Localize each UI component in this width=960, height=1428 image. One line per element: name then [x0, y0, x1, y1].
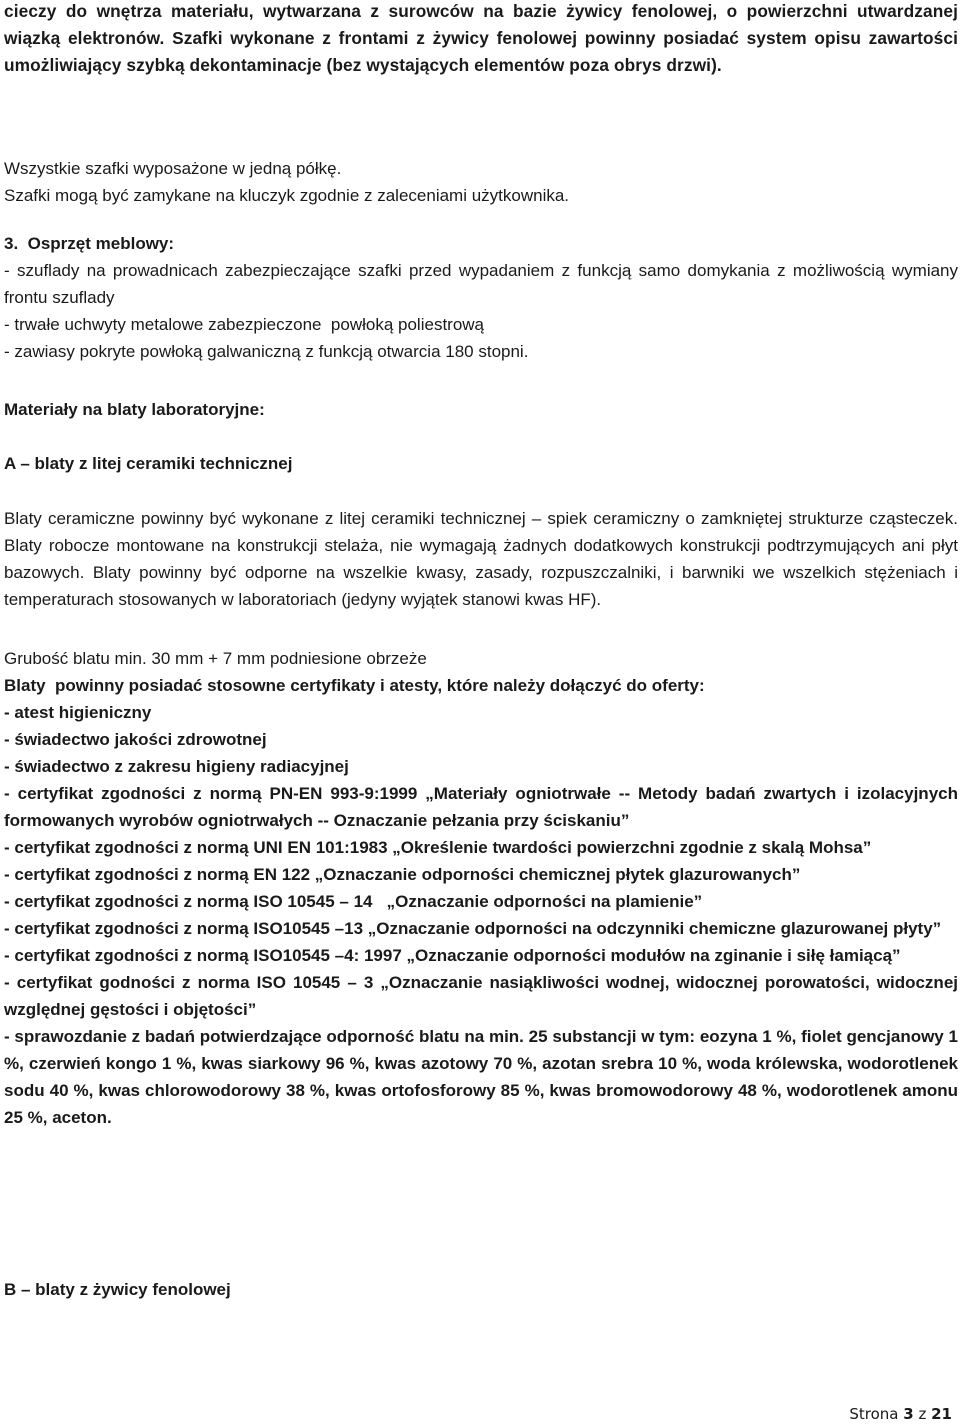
section-a-certs-heading: Blaty powinny posiadać stosowne certyfikaty i atesty, które należy dołączyć do oferty:: [4, 676, 705, 695]
list-item: - atest higieniczny: [4, 703, 152, 722]
fittings-item-2: - trwałe uchwyty metalowe zabezpieczone powłoką poliestrową: [4, 315, 485, 334]
list-item: - certyfikat godności z norma ISO 10545 – 3 „Oznaczanie nasiąkliwości wodnej, widocznej porowatości, widocznej względnej gęstości i objętości”: [4, 973, 958, 1019]
fittings-item-1: - szuflady na prowadnicach zabezpieczające szafki przed wypadaniem z funkcją samo domykania z możliwością wymiany frontu szuflady: [4, 261, 958, 307]
fittings-item-3: - zawiasy pokryte powłoką galwaniczną z funkcją otwarcia 180 stopni.: [4, 342, 529, 361]
list-item: - certyfikat zgodności z normą ISO10545 –13 „Oznaczanie odporności na odczynniki chemiczne glazurowanej płyty”: [4, 919, 942, 938]
page-number: [849, 1405, 952, 1423]
certificate-list: [4, 699, 958, 1131]
list-item: - świadectwo jakości zdrowotnej: [4, 730, 267, 749]
list-item: - certyfikat zgodności z normą ISO10545 –4: 1997 „Oznaczanie odporności modułów na zginanie i siłę łamiącą”: [4, 946, 901, 965]
list-item: - sprawozdanie z badań potwierdzające odporność blatu na min. 25 substancji w tym: eozyna 1 %, fiolet gencjanowy 1 %, czerwień kongo 1 %, kwas siarkowy 96 %, kwas azotowy 70 %, azotan srebra 10 %, woda królewska, wodorotlenek sodu 40 %, kwas chlorowodorowy 38 %, kwas ortofosforowy 85 %, kwas bromowodorowy 48 %, wodorotlenek amonu 25 %, aceton.: [4, 1027, 958, 1127]
list-item: - certyfikat zgodności z normą PN-EN 993-9:1999 „Materiały ogniotrwałe -- Metody badań zwartych i izolacyjnych formowanych wyrobów ogniotrwałych -- Oznaczanie pełzania przy ściskaniu”: [4, 784, 958, 830]
fittings-heading: 3. Osprzęt meblowy:: [4, 234, 175, 253]
section-b-heading: B – blaty z żywicy fenolowej: [4, 1280, 231, 1299]
page-label: Strona: [849, 1405, 899, 1423]
section-a-body: Blaty ceramiczne powinny być wykonane z litej ceramiki technicznej – spiek ceramiczny o zamkniętej strukturze cząsteczek. Blaty robocze montowane na konstrukcji stelaża, nie wymagają żadnych dodatkowych konstrukcji podtrzymujących ani płyt bazowych. Blaty powinny być odporne na wszelkie kwasy, zasady, rozpuszczalniki, i barwniki we wszelkich stężeniach i temperaturach stosowanych w laboratoriach (jedyny wyjątek stanowi kwas HF).: [4, 509, 958, 609]
page-of: z: [918, 1405, 927, 1423]
shelves-line-2: Szafki mogą być zamykane na kluczyk zgodnie z zaleceniami użytkownika.: [4, 186, 570, 205]
current-page: 3: [903, 1405, 914, 1423]
list-item: - certyfikat zgodności z normą EN 122 „Oznaczanie odporności chemicznej płytek glazurowanych”: [4, 865, 801, 884]
materials-heading: Materiały na blaty laboratoryjne:: [4, 400, 265, 419]
shelves-line-1: Wszystkie szafki wyposażone w jedną półkę.: [4, 159, 342, 178]
intro-paragraph: cieczy do wnętrza materiału, wytwarzana z surowców na bazie żywicy fenolowej, o powierzchni utwardzanej wiązką elektronów. Szafki wykonane z frontami z żywicy fenolowej powinny posiadać system opisu zawartości umożliwiający szybką dekontaminacje (bez wystających elementów poza obrys drzwi).: [4, 1, 958, 75]
list-item: - certyfikat zgodności z normą UNI EN 101:1983 „Określenie twardości powierzchni zgodnie z skalą Mohsa”: [4, 838, 872, 857]
list-item: - świadectwo z zakresu higieny radiacyjnej: [4, 757, 349, 776]
section-a-thickness: Grubość blatu min. 30 mm + 7 mm podniesione obrzeże: [4, 649, 427, 668]
total-pages: 21: [931, 1405, 952, 1423]
list-item: - certyfikat zgodności z normą ISO 10545 – 14 „Oznaczanie odporności na plamienie”: [4, 892, 703, 911]
section-a-heading: A – blaty z litej ceramiki technicznej: [4, 454, 293, 473]
